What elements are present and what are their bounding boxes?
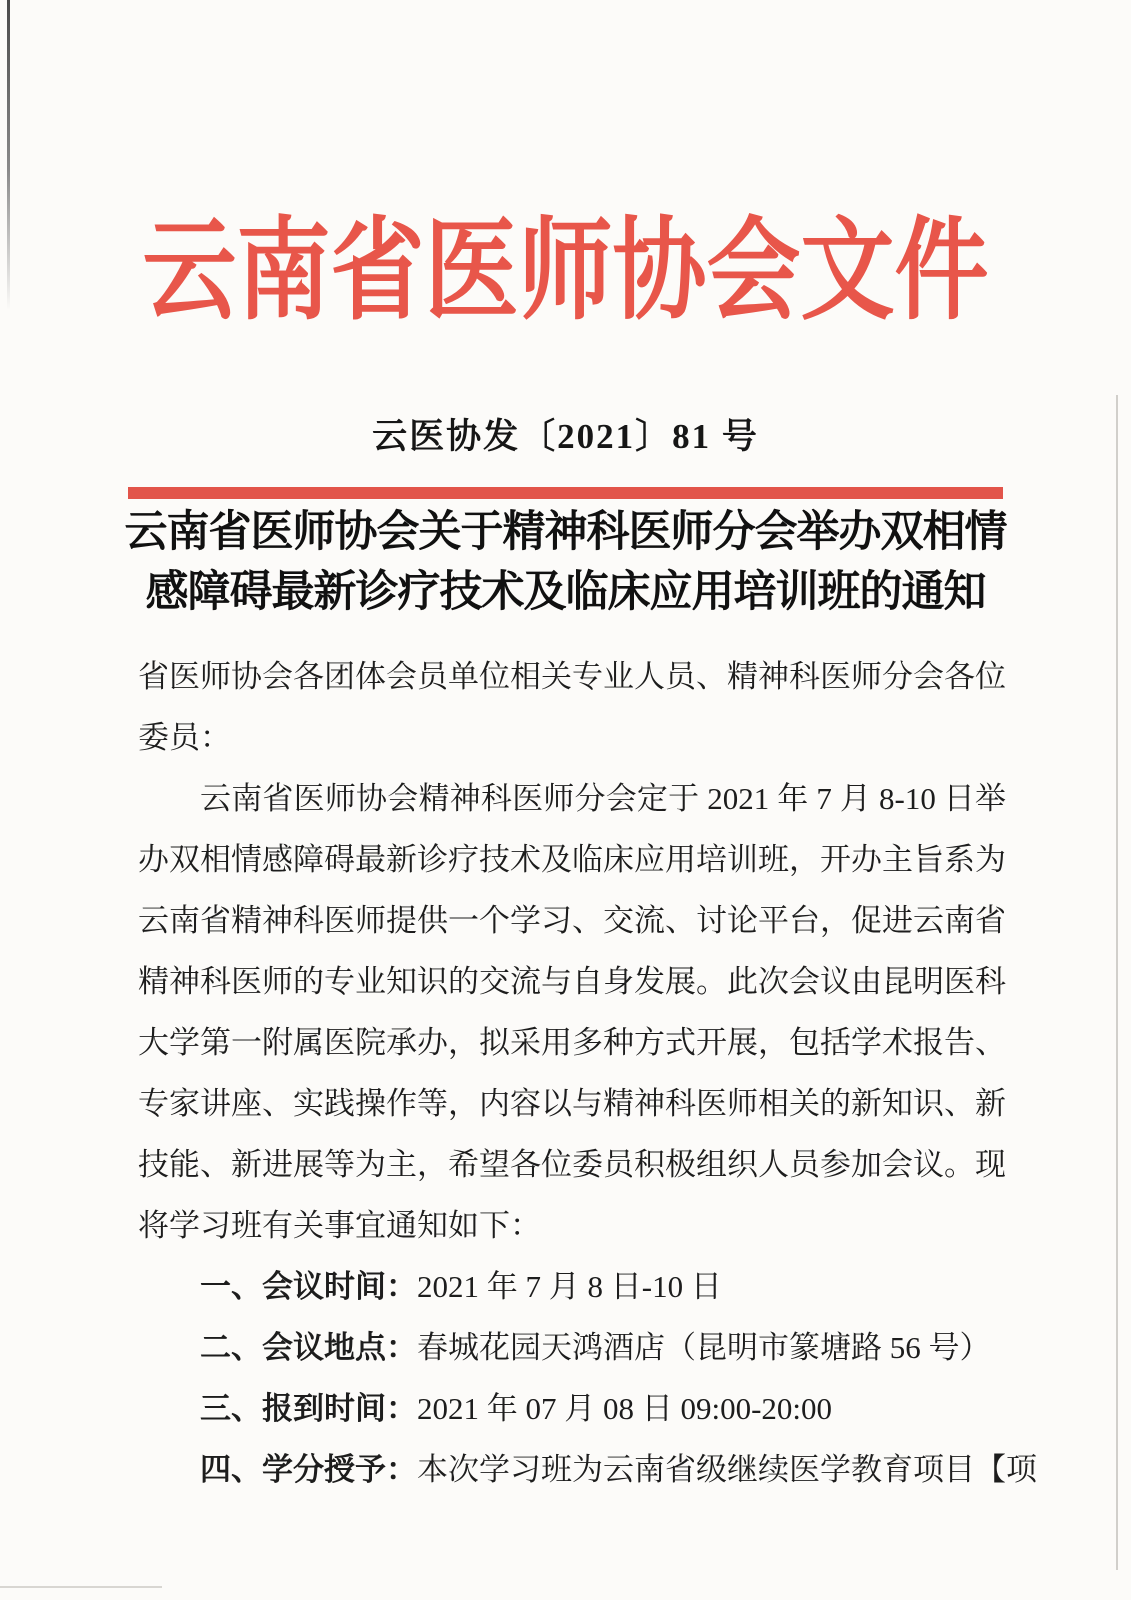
notice-item-value: 春城花园天鸿酒店（昆明市篆塘路 56 号） <box>417 1330 991 1365</box>
notice-item-value: 2021 年 07 月 08 日 09:00-20:00 <box>417 1391 833 1426</box>
intro-paragraph: 云南省医师协会精神科医师分会定于 2021 年 7 月 8-10 日举办双相情感障碍最新诊疗技术及临床应用培训班，开办主旨系为云南省精神科医师提供一个学习、交流、讨论平台，促进云南省精神科医师的专业知识的交流与自身发展。此次会议由昆明医科大学第一附属医院承办，拟采用多种方式开展，包括学术报告、专家讲座、实践操作等，内容以与精神科医师相关的新知识、新技能、新进展等为主，希望各位委员积极组织人员参加会议。现将学习班有关事宜通知如下： <box>138 781 1006 1243</box>
notice-item-label: 四、学分授予： <box>200 1452 417 1487</box>
notice-item <box>138 1317 1006 1378</box>
doc-body <box>138 646 1037 1500</box>
notice-item <box>138 1439 1037 1500</box>
notice-item-value: 本次学习班为云南省级继续医学教育项目【项 <box>417 1452 1037 1487</box>
notice-item-label: 一、会议时间： <box>200 1269 417 1304</box>
doc-title-line-2: 感障碍最新诊疗技术及临床应用培训班的通知 <box>145 569 986 616</box>
red-divider-rule <box>128 487 1003 499</box>
doc-title <box>66 503 1066 623</box>
notice-item <box>138 1256 1006 1317</box>
notice-item-label: 三、报到时间： <box>200 1391 417 1426</box>
salutation: 省医师协会各团体会员单位相关专业人员、精神科医师分会各位委员： <box>138 659 1006 755</box>
doc-title-line-1: 云南省医师协会关于精神科医师分会举办双相情 <box>124 509 1007 556</box>
notice-item <box>138 1378 1006 1439</box>
notice-item-value: 2021 年 7 月 8 日-10 日 <box>417 1269 722 1304</box>
notice-item-label: 二、会议地点： <box>200 1330 417 1365</box>
org-title: 云南省医师协会文件 <box>142 210 989 334</box>
scan-artifact-bottom-edge <box>0 1586 162 1588</box>
doc-number: 云医协发〔2021〕81 号 <box>372 417 759 456</box>
scan-artifact-right-edge <box>1116 395 1118 1570</box>
